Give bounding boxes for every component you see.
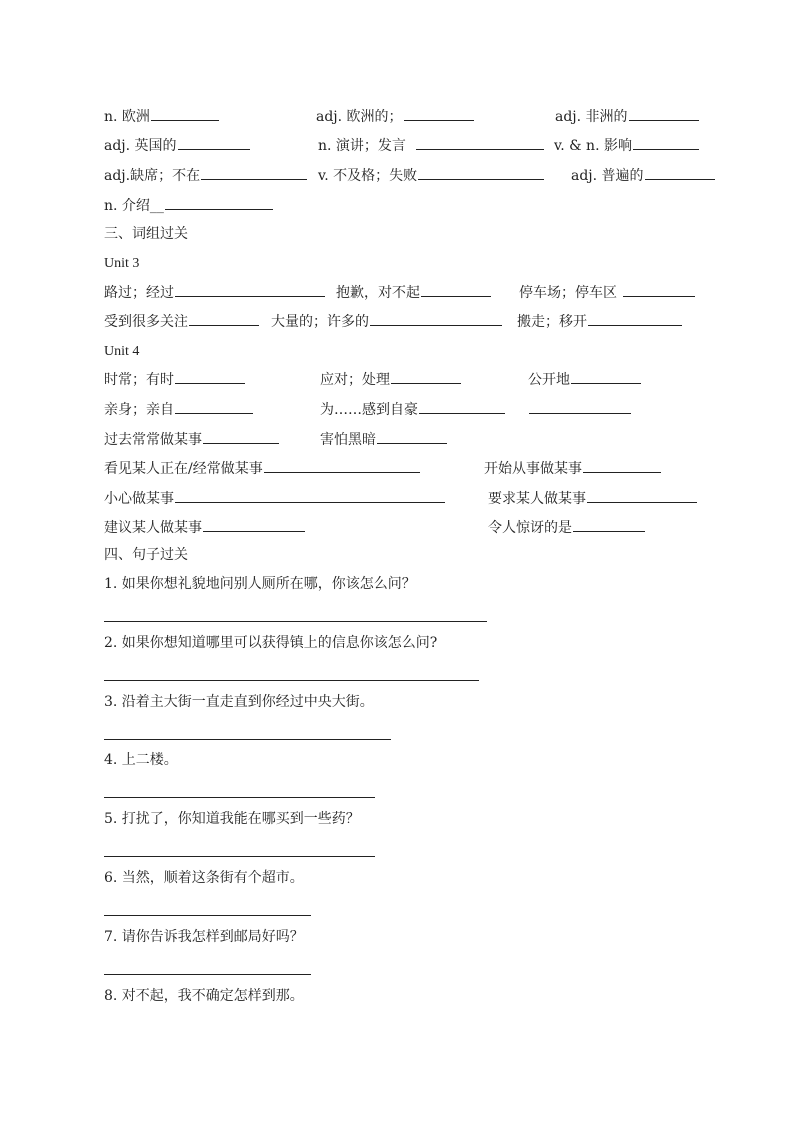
unit-4-title: Unit 4 xyxy=(104,344,140,359)
sentence-prompt-6: 6. 当然，顺着这条街有个超市。 xyxy=(104,870,304,886)
phrase-label: 开始从事做某事 xyxy=(484,461,582,477)
answer-blank[interactable] xyxy=(377,428,447,444)
sentence-prompt-2: 2. 如果你想知道哪里可以获得镇上的信息你该怎么问? xyxy=(104,635,438,651)
phrase-item xyxy=(484,457,661,480)
vocab-item xyxy=(571,164,715,187)
vocab-item xyxy=(104,164,307,187)
vocab-label: v. & n. 影响 xyxy=(554,138,632,154)
phrase-item xyxy=(488,516,645,539)
answer-blank[interactable] xyxy=(421,281,491,297)
sentence-prompt-7: 7. 请你告诉我怎样到邮局好吗？ xyxy=(104,929,304,945)
vocab-label: v. 不及格；失败 xyxy=(318,168,418,184)
answer-blank[interactable] xyxy=(175,487,445,503)
phrase-item xyxy=(320,428,447,451)
phrase-item xyxy=(528,368,641,391)
answer-blank[interactable] xyxy=(583,457,661,473)
section-4-title: 四、句子过关 xyxy=(104,547,188,563)
answer-line-5[interactable] xyxy=(104,856,375,857)
phrase-item xyxy=(104,368,245,391)
phrase-label: 受到很多关注 xyxy=(104,314,188,330)
phrase-label: 搬走；移开 xyxy=(517,314,587,330)
answer-blank[interactable] xyxy=(633,134,699,150)
sentence-prompt-4: 4. 上二楼。 xyxy=(104,752,178,768)
phrase-item xyxy=(104,428,279,451)
phrase-item xyxy=(104,457,420,480)
vocab-label: adj. 欧洲的； xyxy=(316,109,403,125)
answer-blank[interactable] xyxy=(370,310,502,326)
answer-blank[interactable] xyxy=(529,398,631,414)
phrase-item xyxy=(519,281,695,304)
answer-blank[interactable] xyxy=(587,487,697,503)
sentence-prompt-8: 8. 对不起，我不确定怎样到那。 xyxy=(104,988,304,1004)
answer-blank[interactable] xyxy=(404,105,474,121)
vocab-label: adj.缺席；不在 xyxy=(104,168,201,184)
phrase-label: 要求某人做某事 xyxy=(488,491,586,507)
answer-blank[interactable] xyxy=(175,368,245,384)
vocab-label: n. 演讲；发言 xyxy=(318,138,406,154)
vocab-label: adj. 普遍的 xyxy=(571,168,644,184)
vocab-item xyxy=(554,134,699,157)
answer-blank[interactable] xyxy=(418,164,544,180)
answer-blank[interactable] xyxy=(189,310,259,326)
phrase-label: 看见某人正在/经常做某事 xyxy=(104,461,263,477)
phrase-item xyxy=(104,310,259,333)
answer-blank[interactable] xyxy=(203,516,305,532)
answer-blank[interactable] xyxy=(645,164,715,180)
answer-blank[interactable] xyxy=(178,134,250,150)
answer-blank[interactable] xyxy=(165,194,273,210)
phrase-item xyxy=(104,398,253,421)
phrase-item xyxy=(488,487,697,510)
phrase-label: 时常；有时 xyxy=(104,372,174,388)
phrase-label: 大量的；许多的 xyxy=(271,314,369,330)
vocab-label: adj. 非洲的 xyxy=(555,109,628,125)
phrase-item xyxy=(271,310,502,333)
phrase-label: 路过；经过 xyxy=(104,285,174,301)
sentence-prompt-1: 1. 如果你想礼貌地问别人厕所在哪，你该怎么问？ xyxy=(104,576,416,592)
phrase-item xyxy=(104,487,445,510)
vocab-item xyxy=(104,134,250,157)
phrase-item xyxy=(104,281,325,304)
answer-blank[interactable] xyxy=(573,516,645,532)
answer-blank[interactable] xyxy=(391,368,461,384)
phrase-item xyxy=(320,398,631,421)
vocab-label: n. 介绍__ xyxy=(104,198,164,214)
vocab-item xyxy=(104,194,273,217)
answer-line-6[interactable] xyxy=(104,915,311,916)
answer-blank[interactable] xyxy=(203,428,279,444)
phrase-item xyxy=(336,281,491,304)
phrase-label: 应对；处理 xyxy=(320,372,390,388)
answer-blank[interactable] xyxy=(571,368,641,384)
phrase-label: 公开地 xyxy=(528,372,570,388)
vocab-label: n. 欧洲 xyxy=(104,109,150,125)
phrase-label: 建议某人做某事 xyxy=(104,520,202,536)
vocab-item xyxy=(316,105,474,128)
answer-blank[interactable] xyxy=(175,281,325,297)
answer-line-1[interactable] xyxy=(104,621,487,622)
answer-blank[interactable] xyxy=(623,281,695,297)
phrase-item xyxy=(320,368,461,391)
answer-blank[interactable] xyxy=(151,105,219,121)
answer-line-2[interactable] xyxy=(104,680,479,681)
sentence-prompt-3: 3. 沿着主大街一直走直到你经过中央大街。 xyxy=(104,694,374,710)
vocab-label: adj. 英国的 xyxy=(104,138,177,154)
unit-3-title: Unit 3 xyxy=(104,256,140,271)
answer-blank[interactable] xyxy=(419,398,505,414)
section-3-title: 三、词组过关 xyxy=(104,226,188,242)
answer-line-7[interactable] xyxy=(104,974,311,975)
phrase-label: 抱歉，对不起 xyxy=(336,285,420,301)
phrase-label: 为……感到自豪 xyxy=(320,402,418,418)
phrase-label: 害怕黑暗 xyxy=(320,432,376,448)
answer-line-4[interactable] xyxy=(104,797,375,798)
phrase-label: 亲身；亲自 xyxy=(104,402,174,418)
phrase-label: 令人惊讶的是 xyxy=(488,520,572,536)
phrase-label: 小心做某事 xyxy=(104,491,174,507)
answer-blank[interactable] xyxy=(201,164,307,180)
answer-blank[interactable] xyxy=(175,398,253,414)
answer-blank[interactable] xyxy=(416,134,544,150)
answer-blank[interactable] xyxy=(588,310,682,326)
vocab-item xyxy=(318,134,544,157)
vocab-item xyxy=(318,164,544,187)
phrase-item xyxy=(517,310,682,333)
sentence-prompt-5: 5. 打扰了，你知道我能在哪买到一些药？ xyxy=(104,811,360,827)
phrase-item xyxy=(104,516,305,539)
vocab-item xyxy=(555,105,699,128)
phrase-label: 停车场；停车区 xyxy=(519,285,617,301)
answer-blank[interactable] xyxy=(629,105,699,121)
answer-line-3[interactable] xyxy=(104,739,391,740)
vocab-item xyxy=(104,105,219,128)
answer-blank[interactable] xyxy=(264,457,420,473)
phrase-label: 过去常常做某事 xyxy=(104,432,202,448)
